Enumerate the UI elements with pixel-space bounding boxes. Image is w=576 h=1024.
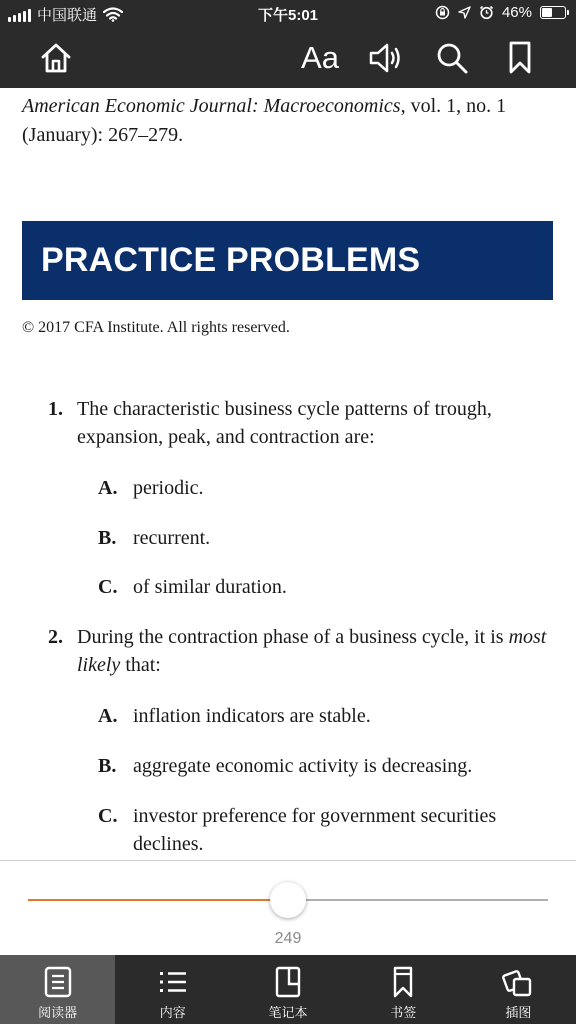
search-icon (435, 41, 469, 75)
section-title: PRACTICE PROBLEMS (41, 241, 421, 279)
status-bar (0, 0, 576, 28)
reference-details: , vol. 1, no. 1 (January): 267–279. (22, 95, 507, 146)
battery-icon (540, 6, 566, 19)
alarm-icon (479, 5, 494, 20)
tab-notebook[interactable] (230, 955, 345, 1024)
option-letter: B. (98, 527, 117, 549)
option-text: recurrent. (133, 527, 211, 549)
carrier-name: 中国联通 (37, 7, 98, 24)
question-1-option-c (98, 573, 553, 601)
option-letter: C. (98, 576, 118, 598)
question-number: 2. (48, 626, 63, 648)
question-2-option-c (98, 802, 553, 858)
page-slider-progress (28, 899, 288, 901)
question-1 (48, 395, 553, 451)
status-right (435, 4, 566, 21)
illustrations-icon (502, 966, 534, 998)
battery-percent: 46% (501, 4, 532, 21)
question-text: The characteristic business cycle patterns of trough, expansion, peak, and contraction are: (77, 398, 492, 448)
option-text: periodic. (133, 477, 204, 499)
tab-reader[interactable] (0, 955, 115, 1024)
search-button[interactable] (432, 38, 472, 78)
speaker-icon (368, 42, 404, 74)
location-icon (458, 6, 471, 19)
reader-toolbar (0, 28, 576, 88)
tab-label: 插图 (505, 1006, 532, 1021)
option-text: aggregate economic activity is decreasing. (133, 755, 473, 777)
option-text: of similar duration. (133, 576, 287, 598)
reading-page[interactable] (0, 88, 576, 860)
font-settings-label: Aa (301, 40, 339, 75)
option-text: investor preference for government securities declines. (133, 805, 497, 855)
option-letter: C. (98, 805, 118, 827)
status-time: 下午5:01 (257, 7, 319, 24)
question-emphasis: most likely (77, 626, 547, 676)
tab-label: 书签 (390, 1006, 417, 1021)
page-number: 249 (274, 930, 302, 947)
home-button[interactable] (34, 38, 78, 78)
bookmark-button[interactable] (500, 38, 540, 78)
contents-list-icon (158, 968, 188, 996)
bottom-tab-bar (0, 955, 576, 1024)
home-icon (39, 41, 73, 75)
question-number: 1. (48, 398, 63, 420)
tab-label: 内容 (159, 1006, 186, 1021)
bookmark-icon (508, 41, 532, 75)
bookmark-icon (392, 966, 414, 998)
read-aloud-button[interactable] (366, 38, 406, 78)
reference-text (22, 92, 552, 150)
tab-label: 笔记本 (268, 1006, 308, 1021)
reader-icon (44, 966, 72, 998)
question-1-option-a (98, 474, 553, 502)
page-slider-panel (0, 860, 576, 955)
question-1-option-b (98, 524, 553, 552)
question-2-option-a (98, 702, 553, 730)
tab-contents[interactable] (115, 955, 230, 1024)
orientation-lock-icon (435, 5, 450, 20)
tab-illustrations[interactable] (461, 955, 576, 1024)
question-text-end: that: (120, 654, 161, 676)
question-text (48, 623, 553, 679)
option-text: inflation indicators are stable. (133, 705, 371, 727)
tab-bookmarks[interactable] (346, 955, 461, 1024)
question-2 (48, 623, 553, 679)
copyright-notice: © 2017 CFA Institute. All rights reserved. (22, 319, 290, 336)
option-letter: A. (98, 477, 118, 499)
section-banner (22, 221, 553, 300)
option-letter: B. (98, 755, 117, 777)
reference-journal: American Economic Journal: Macroeconomics (22, 95, 401, 117)
page-slider-thumb[interactable] (270, 882, 306, 918)
font-settings-button[interactable] (296, 38, 344, 78)
notebook-icon (275, 966, 301, 998)
question-text-start: During the contraction phase of a business cycle, it is (77, 626, 509, 648)
battery-level (542, 8, 552, 17)
option-letter: A. (98, 705, 118, 727)
question-2-option-b (98, 752, 553, 780)
tab-label: 阅读器 (38, 1006, 78, 1021)
